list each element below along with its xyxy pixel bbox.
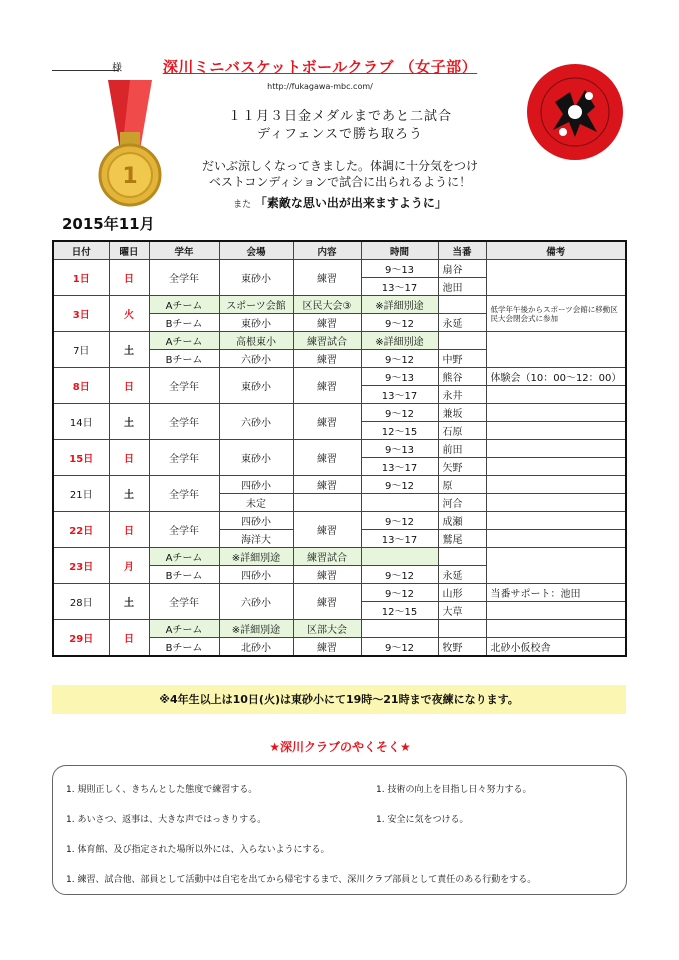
gold-medal-icon: [90, 80, 170, 210]
sub-line-1: だいぶ涼しくなってきました。体調に十分気をつけ: [201, 159, 478, 173]
content-cell: 練習: [293, 638, 361, 657]
note-cell: [486, 422, 626, 440]
dow-cell: 土: [109, 476, 149, 512]
table-row: [53, 332, 626, 350]
table-row: [53, 548, 626, 566]
night-practice-banner: ※4年生以上は10日(火)は東砂小にて19時～21時まで夜練になります。: [52, 685, 626, 714]
duty-cell: [438, 332, 486, 350]
content-cell: [293, 494, 361, 512]
table-row: [53, 620, 626, 638]
duty-cell: 熊谷: [438, 368, 486, 386]
venue-cell: 東砂小: [219, 440, 293, 476]
date-cell: 1日: [53, 260, 109, 296]
note-cell: 北砂小仮校舎: [486, 638, 626, 657]
note-cell: [486, 530, 626, 548]
time-cell: 13～17: [361, 530, 438, 548]
time-cell: 13～17: [361, 386, 438, 404]
time-cell: 9～12: [361, 638, 438, 657]
dow-cell: 日: [109, 368, 149, 404]
table-row: [53, 368, 626, 386]
time-cell: [361, 548, 438, 566]
time-cell: [361, 494, 438, 512]
date-cell: 29日: [53, 620, 109, 657]
col-header-date: 日付: [53, 241, 109, 260]
wish-prefix: また: [233, 200, 252, 210]
table-row: [53, 260, 626, 278]
table-row: [53, 404, 626, 422]
year-month-heading: 2015年11月: [62, 215, 155, 233]
grade-cell: 全学年: [149, 584, 219, 620]
note-cell: [486, 458, 626, 476]
duty-cell: [438, 296, 486, 314]
venue-cell: 四砂小: [219, 566, 293, 584]
dow-cell: 土: [109, 584, 149, 620]
content-cell: 練習: [293, 584, 361, 620]
note-cell: [486, 548, 626, 584]
duty-cell: 永延: [438, 566, 486, 584]
headline-line-2: ディフェンスで勝ち取ろう: [257, 127, 423, 142]
table-header-row: [53, 241, 626, 260]
col-header-venue: 会場: [219, 241, 293, 260]
time-cell: 9～12: [361, 314, 438, 332]
duty-cell: [438, 548, 486, 566]
venue-cell: 東砂小: [219, 368, 293, 404]
table-row: [53, 584, 626, 602]
venue-cell: 四砂小: [219, 476, 293, 494]
note-cell: [486, 440, 626, 458]
grade-cell: Aチーム: [149, 620, 219, 638]
sub-message: [150, 158, 530, 190]
col-header-time: 時間: [361, 241, 438, 260]
date-cell: 28日: [53, 584, 109, 620]
date-cell: 7日: [53, 332, 109, 368]
date-cell: 21日: [53, 476, 109, 512]
venue-cell: 未定: [219, 494, 293, 512]
venue-cell: 六砂小: [219, 584, 293, 620]
venue-cell: ※詳細別途: [219, 548, 293, 566]
col-header-duty: 当番: [438, 241, 486, 260]
date-cell: 14日: [53, 404, 109, 440]
content-cell: 練習: [293, 512, 361, 548]
rules-title: ★深川クラブのやくそく★: [269, 740, 411, 754]
club-title: 深川ミニバスケットボールクラブ （女子部）: [162, 58, 478, 76]
grade-cell: Aチーム: [149, 296, 219, 314]
duty-cell: 永井: [438, 386, 486, 404]
honorific-label: 様: [112, 63, 122, 74]
venue-cell: 東砂小: [219, 314, 293, 332]
note-cell: [486, 602, 626, 620]
name-underline: [52, 70, 118, 71]
time-cell: 9～13: [361, 368, 438, 386]
wish-emphasis: 「素敵な思い出が出来ますように」: [254, 196, 447, 210]
duty-cell: 原: [438, 476, 486, 494]
duty-cell: 中野: [438, 350, 486, 368]
date-cell: 23日: [53, 548, 109, 584]
content-cell: 練習: [293, 440, 361, 476]
time-cell: 9～13: [361, 440, 438, 458]
table-row: [53, 296, 626, 314]
content-cell: 練習: [293, 350, 361, 368]
duty-cell: 矢野: [438, 458, 486, 476]
grade-cell: Bチーム: [149, 638, 219, 657]
dow-cell: 日: [109, 260, 149, 296]
date-cell: 22日: [53, 512, 109, 548]
grade-cell: Aチーム: [149, 332, 219, 350]
time-cell: 12～15: [361, 602, 438, 620]
venue-cell: 六砂小: [219, 404, 293, 440]
rule-item: 1. 練習、試合他、部員として活動中は自宅を出てから帰宅するまで、深川クラブ部員として責任のある行動をする。: [66, 875, 537, 885]
duty-cell: 永延: [438, 314, 486, 332]
duty-cell: 山形: [438, 584, 486, 602]
note-cell: 体験会（10：00～12：00）: [486, 368, 626, 386]
headline-message: [160, 108, 520, 144]
dow-cell: 日: [109, 512, 149, 548]
note-cell: [486, 332, 626, 368]
grade-cell: 全学年: [149, 476, 219, 512]
grade-cell: Aチーム: [149, 548, 219, 566]
grade-cell: 全学年: [149, 368, 219, 404]
time-cell: 9～12: [361, 476, 438, 494]
dow-cell: 月: [109, 548, 149, 584]
dow-cell: 火: [109, 296, 149, 332]
duty-cell: 兼坂: [438, 404, 486, 422]
content-cell: 区部大会: [293, 620, 361, 638]
content-cell: 練習試合: [293, 332, 361, 350]
content-cell: 練習: [293, 476, 361, 494]
schedule-table: [52, 240, 627, 657]
content-cell: 練習: [293, 566, 361, 584]
date-cell: 3日: [53, 296, 109, 332]
note-cell: [486, 404, 626, 422]
time-cell: [361, 620, 438, 638]
venue-cell: 四砂小: [219, 512, 293, 530]
time-cell: 13～17: [361, 458, 438, 476]
venue-cell: 北砂小: [219, 638, 293, 657]
note-cell: [486, 512, 626, 530]
grade-cell: 全学年: [149, 260, 219, 296]
time-cell: 9～12: [361, 404, 438, 422]
time-cell: 9～12: [361, 584, 438, 602]
club-url[interactable]: http://fukagawa-mbc.com/: [267, 82, 373, 91]
note-cell: [486, 494, 626, 512]
duty-cell: 石原: [438, 422, 486, 440]
venue-cell: 六砂小: [219, 350, 293, 368]
rule-item: 1. 安全に気をつける。: [376, 815, 469, 825]
duty-cell: 前田: [438, 440, 486, 458]
duty-cell: 鷲尾: [438, 530, 486, 548]
time-cell: 9～12: [361, 350, 438, 368]
wish-message: [150, 194, 530, 211]
venue-cell: ※詳細別途: [219, 620, 293, 638]
sub-line-2: ベストコンディションで試合に出られるように！: [208, 175, 472, 189]
note-cell: [486, 620, 626, 638]
rule-item: 1. あいさつ、返事は、大きな声ではっきりする。: [66, 815, 267, 825]
dow-cell: 土: [109, 332, 149, 368]
grade-cell: 全学年: [149, 404, 219, 440]
content-cell: 練習試合: [293, 548, 361, 566]
content-cell: 区民大会③: [293, 296, 361, 314]
rule-item: 1. 技術の向上を目指し日々努力する。: [376, 785, 532, 795]
grade-cell: 全学年: [149, 440, 219, 476]
venue-cell: スポーツ会館: [219, 296, 293, 314]
table-row: [53, 512, 626, 530]
content-cell: 練習: [293, 314, 361, 332]
dow-cell: 日: [109, 440, 149, 476]
grade-cell: Bチーム: [149, 314, 219, 332]
time-cell: 13～17: [361, 278, 438, 296]
content-cell: 練習: [293, 368, 361, 404]
venue-cell: 東砂小: [219, 260, 293, 296]
col-header-content: 内容: [293, 241, 361, 260]
col-header-grade: 学年: [149, 241, 219, 260]
dow-cell: 土: [109, 404, 149, 440]
table-row: [53, 476, 626, 494]
venue-cell: 高根東小: [219, 332, 293, 350]
time-cell: 12～15: [361, 422, 438, 440]
rule-item: 1. 規則正しく、きちんとした態度で練習する。: [66, 785, 258, 795]
time-cell: ※詳細別途: [361, 296, 438, 314]
duty-cell: 池田: [438, 278, 486, 296]
time-cell: 9～13: [361, 260, 438, 278]
note-cell: [486, 260, 626, 296]
duty-cell: 牧野: [438, 638, 486, 657]
headline-line-1: １１月３日金メダルまであと二試合: [227, 109, 452, 124]
date-cell: 8日: [53, 368, 109, 404]
duty-cell: 大草: [438, 602, 486, 620]
grade-cell: Bチーム: [149, 566, 219, 584]
venue-cell: 海洋大: [219, 530, 293, 548]
dow-cell: 日: [109, 620, 149, 657]
club-logo-icon: [525, 62, 625, 162]
table-row: [53, 440, 626, 458]
note-cell: [486, 386, 626, 404]
grade-cell: Bチーム: [149, 350, 219, 368]
note-cell: 低学年午後からスポーツ会館に移動区民大会閉会式に参加: [486, 296, 626, 332]
note-cell: 当番サポート：池田: [486, 584, 626, 602]
content-cell: 練習: [293, 404, 361, 440]
col-header-notes: 備考: [486, 241, 626, 260]
time-cell: 9～12: [361, 512, 438, 530]
content-cell: 練習: [293, 260, 361, 296]
rule-item: 1. 体育館、及び指定された場所以外には、入らないようにする。: [66, 845, 330, 855]
duty-cell: [438, 620, 486, 638]
time-cell: 9～12: [361, 566, 438, 584]
duty-cell: 河合: [438, 494, 486, 512]
medal-number: 1: [122, 164, 138, 189]
date-cell: 15日: [53, 440, 109, 476]
duty-cell: 成瀬: [438, 512, 486, 530]
grade-cell: 全学年: [149, 512, 219, 548]
time-cell: ※詳細別途: [361, 332, 438, 350]
duty-cell: 扇谷: [438, 260, 486, 278]
col-header-dow: 曜日: [109, 241, 149, 260]
note-cell: [486, 476, 626, 494]
